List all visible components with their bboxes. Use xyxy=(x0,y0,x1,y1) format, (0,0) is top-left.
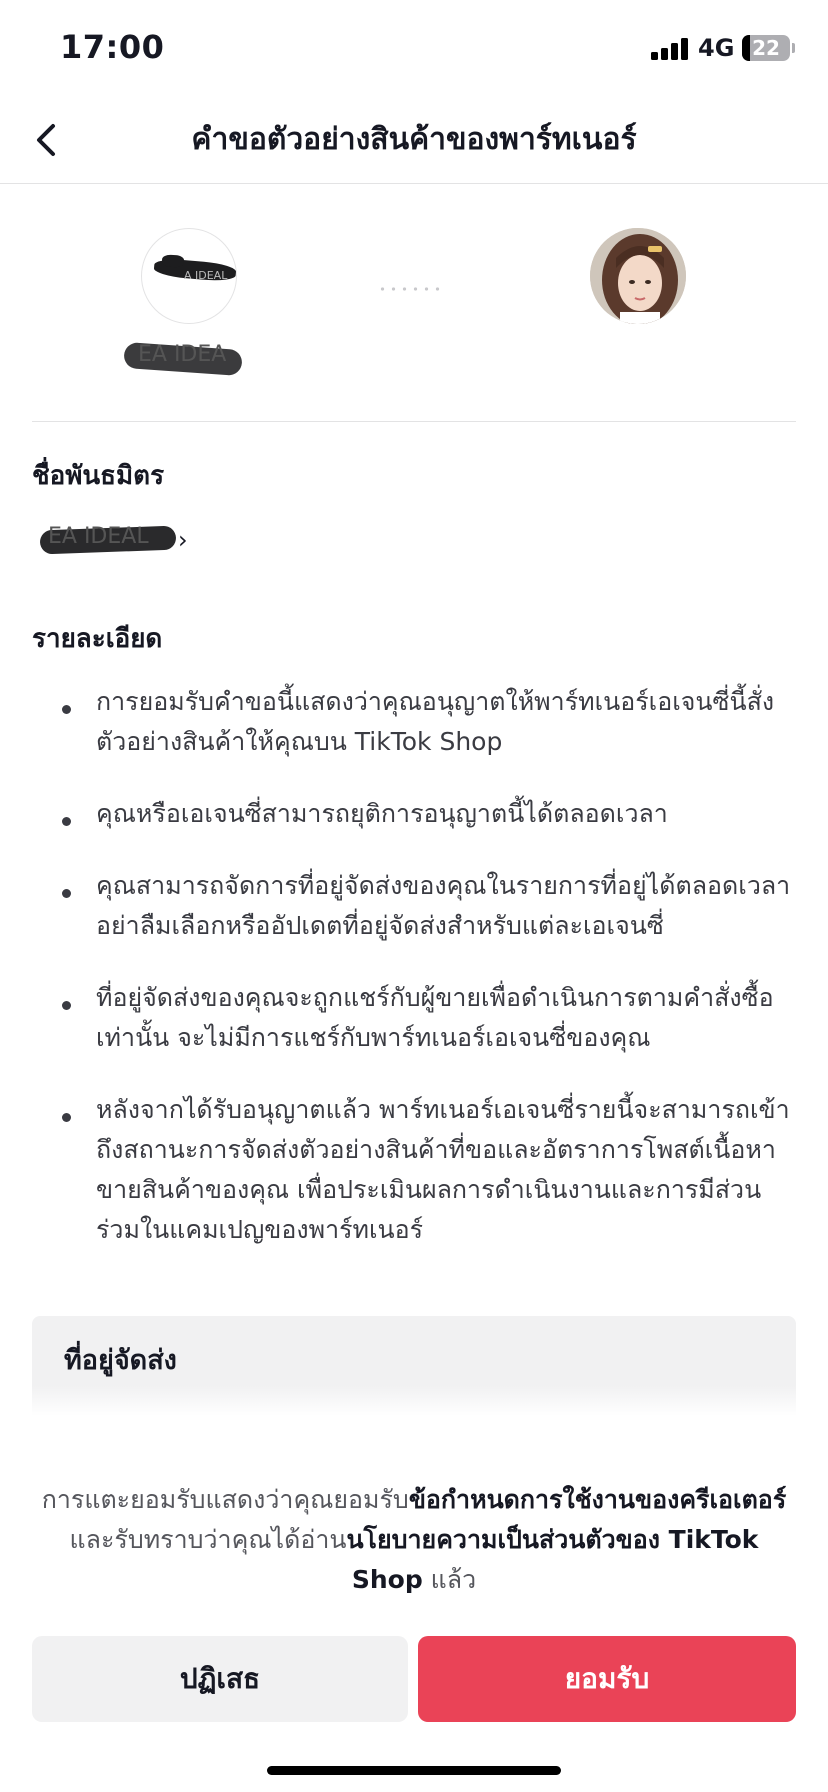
list-item: คุณหรือเอเจนซี่สามารถยุติการอนุญาตนี้ได้ตลอดเวลา xyxy=(62,794,802,834)
user-photo-icon xyxy=(590,228,686,324)
list-item: คุณสามารถจัดการที่อยู่จัดส่งของคุณในรายการที่อยู่ได้ตลอดเวลา อย่าลืมเลือกหรืออัปเดตที่อยู่จัดส่งสำหรับแต่ละเอเจนซี่ xyxy=(62,866,802,946)
shipping-address-label: ที่อยู่จัดส่ง xyxy=(64,1345,177,1376)
partner-label: ชื่อพันธมิตร xyxy=(32,461,165,491)
signal-icon xyxy=(651,36,691,60)
privacy-link[interactable]: นโยบายความเป็นส่วนตัวของ TikTok Shop xyxy=(346,1525,759,1594)
divider xyxy=(32,421,796,422)
connection-dots xyxy=(377,287,441,291)
shipping-address-section[interactable] xyxy=(32,1316,796,1394)
status-time: 17:00 xyxy=(60,28,165,66)
agency-avatar xyxy=(141,228,237,324)
reject-button[interactable]: ปฏิเสธ xyxy=(32,1636,408,1722)
list-item: ที่อยู่จัดส่งของคุณจะถูกแชร์กับผู้ขายเพื่อดำเนินการตามคำสั่งซื้อเท่านั้น จะไม่มีการแชร์กับพาร์ทเนอร์เอเจนซี่ของคุณ xyxy=(62,978,802,1058)
terms-link[interactable]: ข้อกำหนดการใช้งานของครีเอเตอร์ xyxy=(408,1485,787,1514)
accept-button[interactable]: ยอมรับ xyxy=(418,1636,796,1722)
list-item: การยอมรับคำขอนี้แสดงว่าคุณอนุญาตให้พาร์ทเนอร์เอเจนซี่นี้สั่งตัวอย่างสินค้าให้คุณบน TikTok Shop xyxy=(62,682,802,762)
page-title: คำขอตัวอย่างสินค้าของพาร์ทเนอร์ xyxy=(191,122,637,157)
agency-name: EA IDEA xyxy=(124,340,246,374)
creator-avatar xyxy=(590,228,686,324)
agency-avatar-text: A IDEAL xyxy=(184,269,228,282)
chevron-right-icon: › xyxy=(178,526,188,554)
status-bar xyxy=(0,0,828,96)
consent-middle: และรับทราบว่าคุณได้อ่าน xyxy=(69,1525,347,1554)
details-list xyxy=(62,682,802,1282)
battery-level: 22 xyxy=(752,36,780,60)
details-label: รายละเอียด xyxy=(32,624,163,654)
battery-icon xyxy=(742,35,790,61)
partner-name-link[interactable] xyxy=(40,522,190,556)
chevron-left-icon xyxy=(26,118,70,162)
consent-prefix: การแตะยอมรับแสดงว่าคุณยอมรับ xyxy=(41,1485,409,1514)
home-indicator xyxy=(267,1766,561,1775)
battery-tip xyxy=(792,43,795,53)
back-button[interactable] xyxy=(26,118,70,162)
network-type: 4G xyxy=(698,34,735,62)
list-item: หลังจากได้รับอนุญาตแล้ว พาร์ทเนอร์เอเจนซี่รายนี้จะสามารถเข้าถึงสถานะการจัดส่งตัวอย่างสินค้าที่ขอและอัตราการโพสต์เนื้อหาขายสินค้าของคุณ เพื่อประเมินผลการดำเนินงานและการมีส่วนร่วมในแคมเปญของพาร์ทเนอร์ xyxy=(62,1090,802,1250)
profile-header xyxy=(0,184,828,422)
shipping-address-fade xyxy=(32,1386,796,1416)
consent-text xyxy=(40,1480,788,1600)
nav-bar xyxy=(0,96,828,184)
consent-suffix: แล้ว xyxy=(422,1565,477,1594)
partner-name: EA IDEAL xyxy=(48,524,149,549)
